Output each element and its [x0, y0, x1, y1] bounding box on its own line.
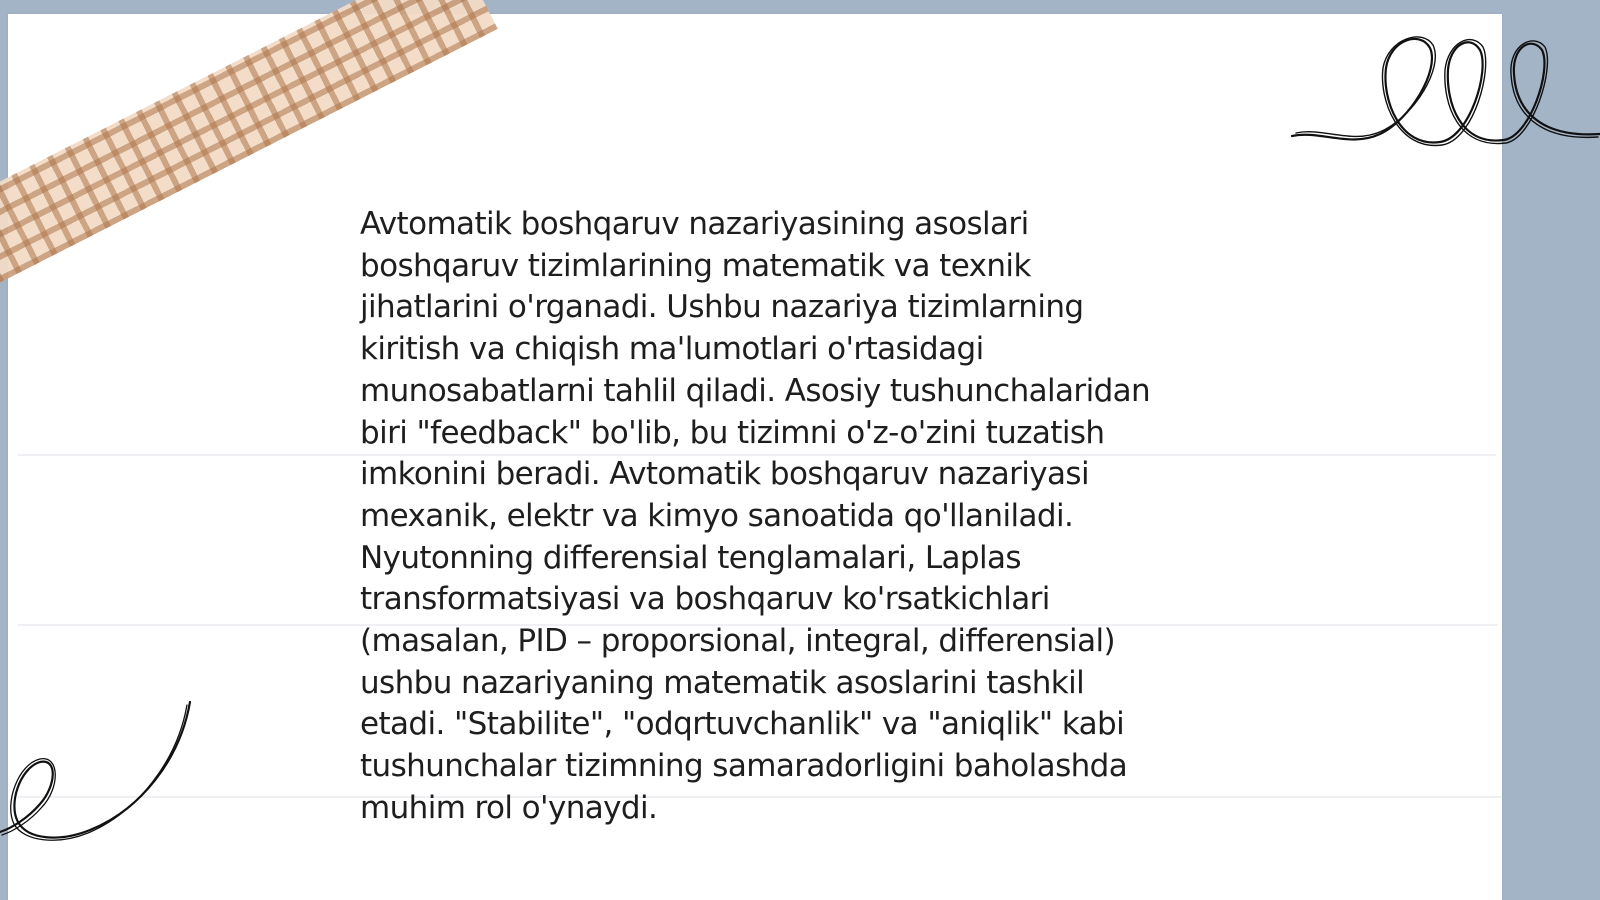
loop-scribble-icon: [1290, 30, 1600, 160]
swoosh-scribble-icon: [0, 700, 200, 850]
slide-body-text: Avtomatik boshqaruv nazariyasining asoslari boshqaruv tizimlarining matematik va texnik jihatlarini o'rganadi. Ushbu nazariya tizimlarning kiritish va chiqish ma'lumotlari o'rtasidagi munosabatlarni tahlil qiladi. Asosiy tushunchalaridan biri "feedback" bo'lib, bu tizimni o'z-o'zini tuzatish imkonini beradi. Avtomatik boshqaruv nazariyasi mexanik, elektr va kimyo sanoatida qo'llaniladi. Nyutonning differensial tenglamalari, Laplas transformatsiyasi va boshqaruv ko'rsatkichlari (masalan, PID – proporsional, integral, differensial) ushbu nazariyaning matematik asoslarini tashkil etadi. "Stabilite", "odqrtuvchanlik" va "aniqlik" kabi tushunchalar tizimning samaradorligini baholashda muhim rol o'ynaydi.: [360, 206, 1151, 826]
